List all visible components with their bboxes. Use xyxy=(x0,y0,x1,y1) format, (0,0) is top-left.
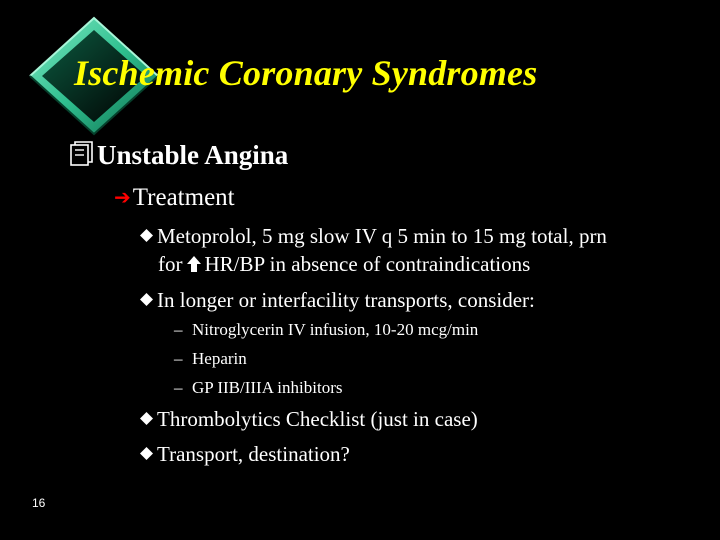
bullet-thrombolytics xyxy=(140,405,478,433)
bullet-transport xyxy=(140,440,350,468)
bullet-metoprolol xyxy=(140,222,607,278)
diamond-bullet-icon xyxy=(140,229,153,242)
bullet-text: In longer or interfacility transports, consider: xyxy=(157,288,535,312)
sub-bullet: – Nitroglycerin IV infusion, 10-20 mcg/min xyxy=(174,320,479,339)
dash-marker: – xyxy=(174,378,183,397)
dash-marker: – xyxy=(174,349,183,368)
bullet-text: Transport, destination? xyxy=(157,442,350,466)
heading-text: Unstable Angina xyxy=(97,140,289,170)
subheading-treatment xyxy=(114,184,235,212)
sub-bullet: – GP IIB/IIIA inhibitors xyxy=(174,378,343,397)
diamond-bullet-icon xyxy=(140,293,153,306)
up-arrow-icon xyxy=(187,256,201,272)
right-arrow-icon: ➔ xyxy=(114,185,131,209)
dash-marker: – xyxy=(174,320,183,339)
diamond-bullet-icon xyxy=(140,412,153,425)
box-bullet-icon xyxy=(70,141,94,167)
sub-bullet: – Heparin xyxy=(174,349,247,368)
diamond-bullet-icon xyxy=(140,447,153,460)
slide-title: Ischemic Coronary Syndromes xyxy=(74,53,538,93)
heading-unstable-angina xyxy=(70,140,288,171)
bullet-continuation: for HR/BP in absence of contraindications xyxy=(158,252,531,276)
bullet-text: Thrombolytics Checklist (just in case) xyxy=(157,407,478,431)
page-number: 16 xyxy=(32,496,46,510)
subheading-text: Treatment xyxy=(132,184,235,211)
bullet-text: Metoprolol, 5 mg slow IV q 5 min to 15 mg total, prn xyxy=(157,224,607,248)
bullet-interfacility xyxy=(140,286,535,314)
